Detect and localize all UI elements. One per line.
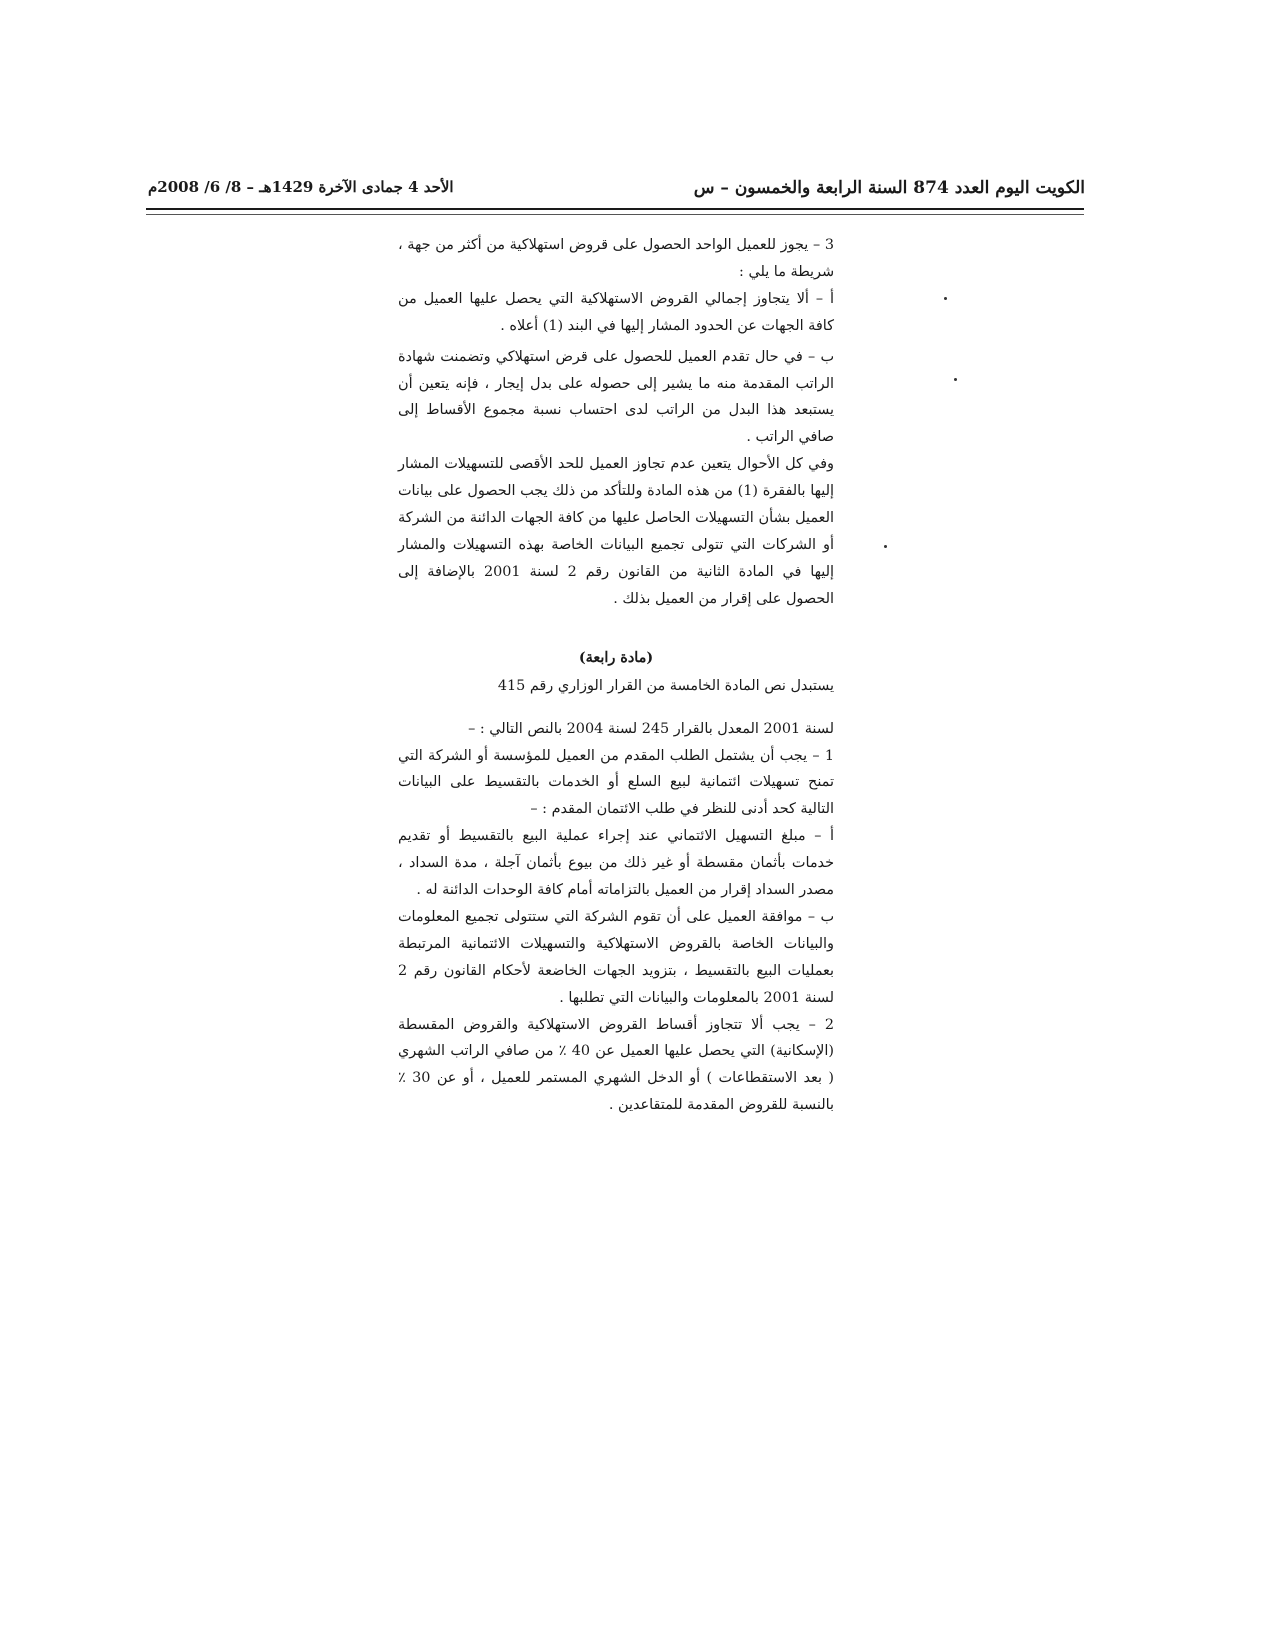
paragraph-item-1a: أ – مبلغ التسهيل الائتماني عند إجراء عملية البيع بالتقسيط أو تقديم خدمات بأثمان مقسطة أو غير ذلك من بيوع بأثمان آجلة ، مدة السداد ، مصدر السداد إقرار من العميل بالتزاماته أمام كافة الوحدات الدائنة له .: [398, 828, 834, 899]
paragraph-amendment-ref: لسنة 2001 المعدل بالقرار 245 لسنة 2004 بالنص التالي : –: [468, 720, 834, 737]
paragraph-clause-3: 3 – يجوز للعميل الواحد الحصول على قروض استهلاكية من أكثر من جهة ، شريطة ما يلي :: [398, 237, 834, 280]
article-title: (مادة رابعة): [578, 648, 654, 666]
gazette-header-date: الأحد 4 جمادى الآخرة 1429هـ – 8/ 6/ 2008م: [148, 178, 454, 196]
scan-speck: [944, 297, 947, 300]
gazette-header-issue: الكويت اليوم العدد 874 السنة الرابعة والخمسون – س: [693, 178, 1085, 198]
scan-speck: [954, 378, 957, 381]
paragraph-item-1: 1 – يجب أن يشتمل الطلب المقدم من العميل للمؤسسة أو الشركة التي تمنح تسهيلات ائتمانية لبيع السلع أو الخدمات بالتقسيط على البيانات التالية كحد أدنى للنظر في طلب الائتمان المقدم : –: [398, 747, 834, 818]
paragraph-item-2: 2 – يجب ألا تتجاوز أقساط القروض الاستهلاكية والقروض المقسطة (الإسكانية) التي يحصل عليها العميل عن 40 ٪ من صافي الراتب الشهري ( بعد الاستقطاعات ) أو الدخل الشهري المستمر للعميل ، أو عن 30 ٪ بالنسبة للقروض المقدمة للمتقاعدين .: [398, 1016, 834, 1114]
paragraph-amendment-intro: يستبدل نص المادة الخامسة من القرار الوزاري رقم 415: [497, 677, 834, 694]
paragraph-clause-3b: ب – في حال تقدم العميل للحصول على قرض استهلاكي وتضمنت شهادة الراتب المقدمة منه ما يشير إلى حصوله على بدل إيجار ، فإنه يتعين أن يستبعد هذا البدل من الراتب لدى احتساب نسبة مجموع الأقساط إلى صافي الراتب .: [398, 348, 834, 446]
header-divider-thin: [146, 214, 1084, 215]
paragraph-general-conditions: وفي كل الأحوال يتعين عدم تجاوز العميل للحد الأقصى للتسهيلات المشار إليها بالفقرة (1) من هذه المادة وللتأكد من ذلك يجب الحصول على بيانات العميل بشأن التسهيلات الحاصل عليها من كافة الجهات الدائنة من الشركة أو الشركات التي تتولى تجميع البيانات الخاصة بهذه التسهيلات والمشار إليها في المادة الثانية من القانون رقم 2 لسنة 2001 بالإضافة إلى الحصول على إقرار من العميل بذلك .: [398, 456, 834, 607]
paragraph-clause-3a: أ – ألا يتجاوز إجمالي القروض الاستهلاكية التي يحصل عليها العميل من كافة الجهات عن الحدود المشار إليها في البند (1) أعلاه .: [398, 290, 834, 334]
header-divider: [146, 208, 1084, 210]
paragraph-item-1b: ب – موافقة العميل على أن تقوم الشركة التي ستتولى تجميع المعلومات والبيانات الخاصة بالقروض الاستهلاكية والتسهيلات الائتمانية المرتبطة بعمليات البيع بالتقسيط ، بتزويد الجهات الخاضعة لأحكام القانون رقم 2 لسنة 2001 بالمعلومات والبيانات التي تطلبها .: [398, 908, 834, 1006]
scan-speck: [884, 545, 887, 548]
article-body: [398, 232, 834, 1119]
